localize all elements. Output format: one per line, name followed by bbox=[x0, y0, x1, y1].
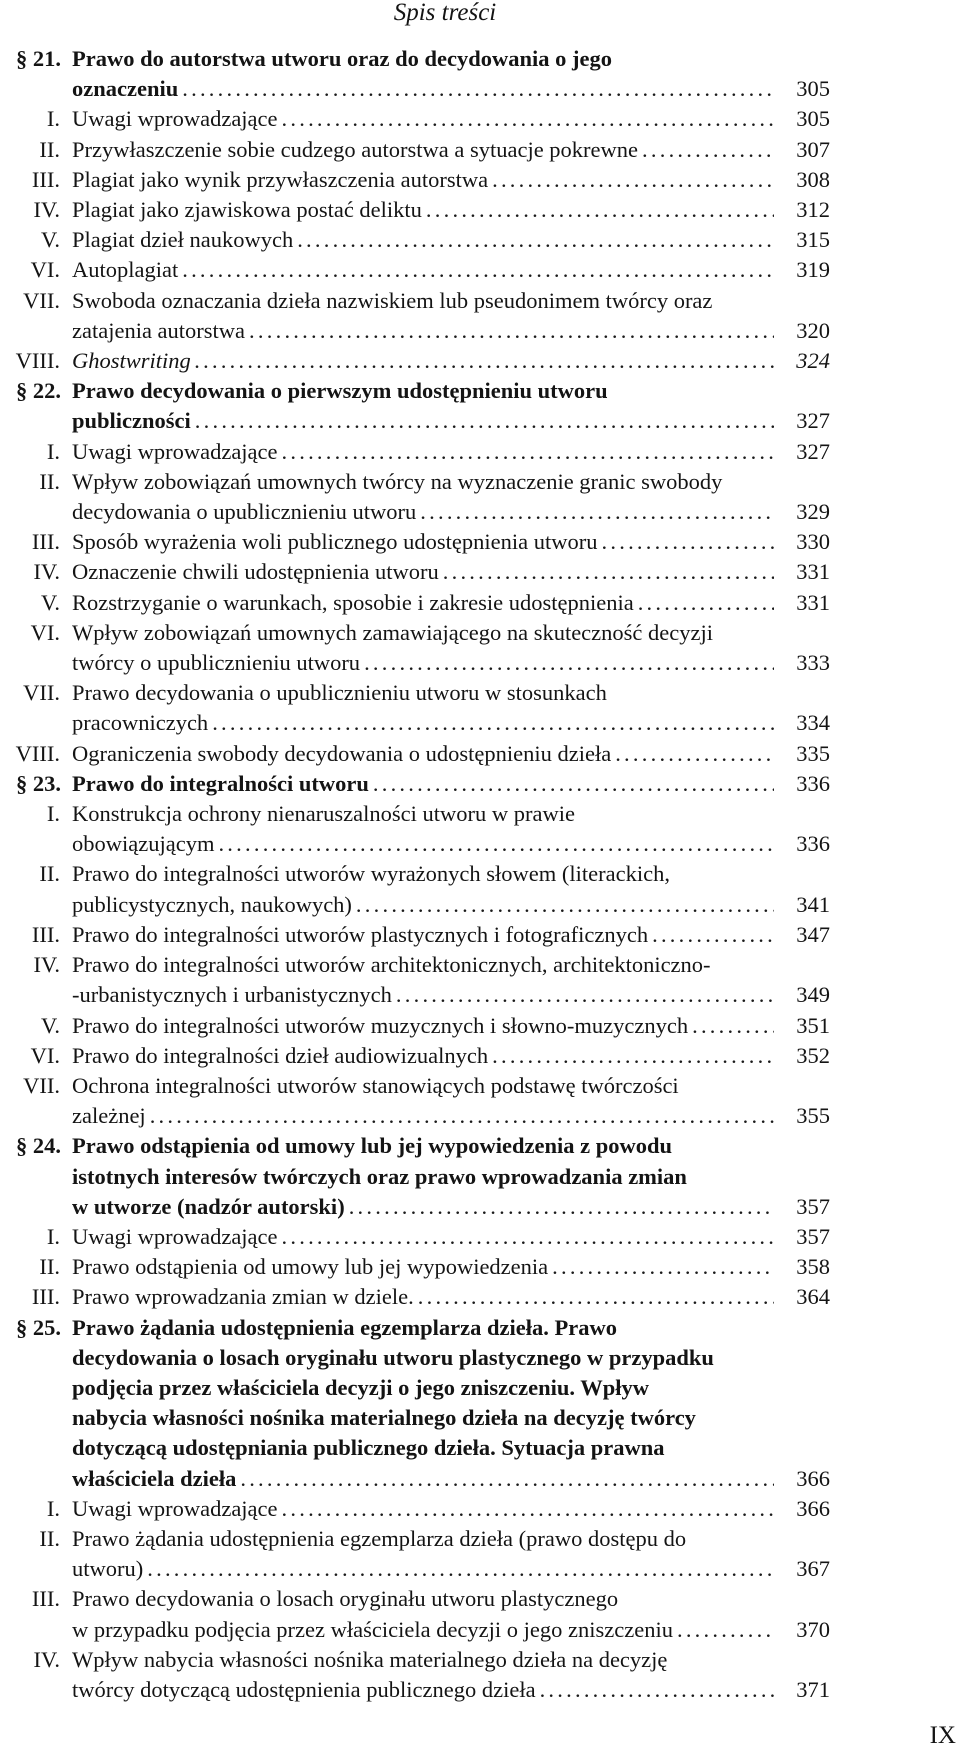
toc-subsection-entry[interactable] bbox=[0, 165, 900, 195]
dot-leader bbox=[282, 104, 774, 134]
entry-title bbox=[72, 44, 830, 104]
dot-leader bbox=[218, 829, 774, 859]
entry-number: VI. bbox=[30, 257, 60, 283]
dot-leader bbox=[638, 588, 774, 618]
dot-leader bbox=[396, 980, 774, 1010]
dot-leader bbox=[356, 890, 774, 920]
toc-subsection-entry[interactable] bbox=[0, 1252, 900, 1282]
dot-leader bbox=[692, 1011, 774, 1041]
toc-subsection-entry[interactable] bbox=[0, 255, 900, 285]
entry-page-number: 315 bbox=[796, 227, 830, 253]
entry-title bbox=[72, 527, 830, 557]
entry-number: § 21. bbox=[16, 46, 61, 71]
entry-title-line: Prawo do integralności utworów wyrażonych słowem (literackich, bbox=[72, 861, 670, 887]
entry-page-number: 336 bbox=[796, 831, 830, 857]
toc-subsection-entry[interactable] bbox=[0, 1645, 900, 1705]
toc-subsection-entry[interactable] bbox=[0, 135, 900, 165]
entry-page-number: 351 bbox=[796, 1012, 830, 1038]
entry-title-line: publicystycznych, naukowych) bbox=[72, 891, 352, 917]
entry-page-number: 364 bbox=[796, 1284, 830, 1310]
entry-number: I. bbox=[46, 106, 60, 132]
entry-number: II. bbox=[39, 1254, 60, 1280]
entry-title bbox=[72, 165, 830, 195]
entry-title bbox=[72, 1282, 830, 1312]
entry-title bbox=[72, 1131, 830, 1222]
entry-number: VI. bbox=[30, 1042, 60, 1068]
entry-number: I. bbox=[46, 801, 60, 827]
dot-leader bbox=[150, 1101, 774, 1131]
entry-title-line: publiczności bbox=[72, 408, 191, 434]
toc-subsection-entry[interactable] bbox=[0, 104, 900, 134]
entry-title bbox=[72, 769, 830, 799]
toc-subsection-entry[interactable] bbox=[0, 1584, 900, 1644]
entry-title bbox=[72, 557, 830, 587]
entry-title-line: Prawo do integralności utworów architektonicznych, architektoniczno- bbox=[72, 952, 711, 978]
entry-title-line: Oznaczenie chwili udostępnienia utworu bbox=[72, 559, 439, 585]
toc-subsection-entry[interactable] bbox=[0, 1494, 900, 1524]
entry-title bbox=[72, 135, 830, 165]
toc-subsection-entry[interactable] bbox=[0, 557, 900, 587]
entry-page-number: 355 bbox=[796, 1103, 830, 1129]
entry-title bbox=[72, 1494, 830, 1524]
entry-title-line: nabycia własności nośnika materialnego dzieła na decyzję twórcy bbox=[72, 1405, 696, 1431]
entry-title-line: decydowania o losach oryginału utworu plastycznego w przypadku bbox=[72, 1344, 714, 1370]
entry-title-line: Rozstrzyganie o warunkach, sposobie i zakresie udostępnienia bbox=[72, 589, 634, 615]
entry-title-line: Uwagi wprowadzające bbox=[72, 438, 278, 464]
dot-leader bbox=[492, 1041, 774, 1071]
entry-title-line: Prawo odstąpienia od umowy lub jej wypowiedzenia z powodu bbox=[72, 1133, 673, 1159]
toc-subsection-entry[interactable] bbox=[0, 1011, 900, 1041]
entry-number: II. bbox=[39, 136, 60, 162]
entry-title-line: w utworze (nadzór autorski) bbox=[72, 1193, 345, 1219]
entry-title-line: Ghostwriting bbox=[72, 348, 191, 374]
entry-title bbox=[72, 195, 830, 225]
entry-title bbox=[72, 618, 830, 678]
entry-title-line: Uwagi wprowadzające bbox=[72, 1223, 278, 1249]
entry-number: VI. bbox=[30, 619, 60, 645]
page-number: IX bbox=[929, 1722, 956, 1749]
entry-title-line: Wpływ zobowiązań umownych zamawiającego na skuteczność decyzji bbox=[72, 619, 713, 645]
entry-title-line: Wpływ zobowiązań umownych twórcy na wyznaczenie granic swobody bbox=[72, 468, 723, 494]
dot-leader bbox=[642, 135, 774, 165]
entry-title-line: dotyczącą udostępniania publicznego dzieła. Sytuacja prawna bbox=[72, 1435, 665, 1461]
entry-title bbox=[72, 1041, 830, 1071]
entry-title-line: Prawo decydowania o upublicznieniu utworu w stosunkach bbox=[72, 680, 607, 706]
entry-title-line: Uwagi wprowadzające bbox=[72, 1495, 278, 1521]
toc-subsection-entry[interactable] bbox=[0, 739, 900, 769]
entry-title-line: Swoboda oznaczania dzieła nazwiskiem lub pseudonimem twórcy oraz bbox=[72, 287, 713, 313]
dot-leader bbox=[212, 708, 774, 738]
toc-subsection-entry[interactable] bbox=[0, 195, 900, 225]
entry-title bbox=[72, 739, 830, 769]
entry-page-number: 331 bbox=[796, 559, 830, 585]
entry-number: § 22. bbox=[16, 378, 61, 404]
dot-leader bbox=[364, 648, 774, 678]
toc-subsection-entry[interactable] bbox=[0, 1071, 900, 1131]
toc-subsection-entry[interactable] bbox=[0, 1282, 900, 1312]
entry-title bbox=[72, 678, 830, 738]
entry-number: I. bbox=[46, 438, 60, 464]
entry-page-number: 367 bbox=[796, 1556, 830, 1582]
entry-page-number: 357 bbox=[796, 1193, 830, 1219]
entry-page-number: 349 bbox=[796, 982, 830, 1008]
entry-page-number: 330 bbox=[796, 529, 830, 555]
toc-subsection-entry[interactable] bbox=[0, 678, 900, 738]
entry-number: I. bbox=[46, 1223, 60, 1249]
entry-number: III. bbox=[31, 529, 60, 555]
entry-number: III. bbox=[31, 1284, 60, 1310]
entry-page-number: 307 bbox=[796, 136, 830, 162]
entry-title-line: Prawo żądania udostępnienia egzemplarza dzieła. Prawo bbox=[72, 1314, 617, 1340]
entry-title-line: decydowania o upublicznieniu utworu bbox=[72, 499, 417, 525]
entry-title bbox=[72, 1524, 830, 1584]
entry-title-line: pracowniczych bbox=[72, 710, 209, 736]
entry-title-line: Sposób wyrażenia woli publicznego udostępnienia utworu bbox=[72, 529, 598, 555]
entry-page-number: 366 bbox=[796, 1465, 830, 1491]
entry-number: IV. bbox=[33, 952, 60, 978]
entry-number: II. bbox=[39, 861, 60, 887]
entry-number: V. bbox=[41, 1012, 60, 1038]
dot-leader bbox=[282, 1222, 774, 1252]
entry-title bbox=[72, 437, 830, 467]
entry-title bbox=[72, 104, 830, 134]
entry-page-number: 335 bbox=[796, 740, 830, 766]
toc-section-entry[interactable] bbox=[0, 769, 900, 799]
entry-page-number: 347 bbox=[796, 921, 830, 947]
entry-number: III. bbox=[31, 921, 60, 947]
entry-page-number: 305 bbox=[796, 76, 830, 102]
dot-leader bbox=[492, 165, 774, 195]
entry-number: IV. bbox=[33, 559, 60, 585]
toc-subsection-entry[interactable] bbox=[0, 437, 900, 467]
table-of-contents bbox=[0, 44, 900, 1705]
toc-subsection-entry[interactable] bbox=[0, 618, 900, 678]
toc-subsection-entry[interactable] bbox=[0, 225, 900, 255]
toc-subsection-entry[interactable] bbox=[0, 859, 900, 919]
toc-subsection-entry[interactable] bbox=[0, 950, 900, 1010]
entry-title-line: Uwagi wprowadzające bbox=[72, 106, 278, 132]
entry-number: II. bbox=[39, 468, 60, 494]
entry-title-line: zależnej bbox=[72, 1103, 146, 1129]
entry-title-line: Plagiat jako wynik przywłaszczenia autorstwa bbox=[72, 166, 489, 192]
dot-leader bbox=[552, 1252, 774, 1282]
entry-page-number: 331 bbox=[796, 589, 830, 615]
entry-number: § 24. bbox=[16, 1133, 61, 1159]
dot-leader bbox=[240, 1464, 774, 1494]
entry-number: § 25. bbox=[16, 1314, 61, 1340]
dot-leader bbox=[426, 195, 774, 225]
entry-title bbox=[72, 1645, 830, 1705]
entry-number: § 23. bbox=[16, 770, 61, 796]
entry-title-line: Przywłaszczenie sobie cudzego autorstwa a sytuacje pokrewne bbox=[72, 136, 639, 162]
entry-page-number: 366 bbox=[796, 1495, 830, 1521]
toc-subsection-entry[interactable] bbox=[0, 588, 900, 618]
entry-title bbox=[72, 1313, 830, 1494]
entry-number: I. bbox=[46, 1495, 60, 1521]
entry-title-line: oznaczeniu bbox=[72, 76, 179, 102]
entry-page-number: 336 bbox=[796, 770, 830, 796]
entry-title bbox=[72, 588, 830, 618]
entry-title bbox=[72, 859, 830, 919]
entry-page-number: 324 bbox=[796, 348, 830, 374]
entry-title bbox=[72, 1011, 830, 1041]
dot-leader bbox=[443, 557, 774, 587]
entry-title bbox=[72, 1584, 830, 1644]
entry-title-line: Prawo do integralności utworów plastycznych i fotograficznych bbox=[72, 921, 649, 947]
entry-number: IV. bbox=[33, 197, 60, 223]
entry-title bbox=[72, 376, 830, 436]
dot-leader bbox=[418, 1282, 774, 1312]
entry-title-line: Plagiat jako zjawiskowa postać deliktu bbox=[72, 197, 422, 223]
entry-title-line: twórcy dotyczącą udostępnienia publicznego dzieła bbox=[72, 1676, 536, 1702]
dot-leader bbox=[540, 1675, 774, 1705]
entry-number: IV. bbox=[33, 1646, 60, 1672]
entry-page-number: 333 bbox=[796, 650, 830, 676]
entry-title-line: twórcy o upublicznieniu utworu bbox=[72, 650, 361, 676]
entry-page-number: 308 bbox=[796, 166, 830, 192]
entry-page-number: 305 bbox=[796, 106, 830, 132]
entry-title-line: -urbanistycznych i urbanistycznych bbox=[72, 982, 392, 1008]
dot-leader bbox=[147, 1554, 774, 1584]
entry-title-line: istotnych interesów twórczych oraz prawo wprowadzania zmian bbox=[72, 1163, 687, 1189]
entry-title bbox=[72, 920, 830, 950]
entry-title bbox=[72, 225, 830, 255]
entry-title-line: Prawo do autorstwa utworu oraz do decydowania o jego bbox=[72, 46, 612, 71]
dot-leader bbox=[182, 74, 774, 104]
entry-page-number: 341 bbox=[796, 891, 830, 917]
toc-subsection-entry[interactable] bbox=[0, 286, 900, 346]
entry-title-line: podjęcia przez właściciela decyzji o jego zniszczeniu. Wpływ bbox=[72, 1374, 649, 1400]
entry-page-number: 352 bbox=[796, 1042, 830, 1068]
dot-leader bbox=[602, 527, 774, 557]
entry-number: III. bbox=[31, 1586, 60, 1612]
entry-number: VII. bbox=[23, 680, 60, 706]
toc-section-entry[interactable] bbox=[0, 44, 900, 104]
entry-page-number: 327 bbox=[796, 408, 830, 434]
entry-title bbox=[72, 1071, 830, 1131]
entry-title-line: Plagiat dzieł naukowych bbox=[72, 227, 294, 253]
entry-title-line: właściciela dzieła bbox=[72, 1465, 237, 1491]
entry-page-number: 358 bbox=[796, 1254, 830, 1280]
entry-number: VII. bbox=[23, 1072, 60, 1098]
dot-leader bbox=[373, 769, 774, 799]
entry-title-line: Prawo do integralności utworów muzycznych i słowno-muzycznych bbox=[72, 1012, 689, 1038]
entry-title bbox=[72, 1252, 830, 1282]
dot-leader bbox=[615, 739, 774, 769]
entry-page-number: 319 bbox=[796, 257, 830, 283]
entry-page-number: 327 bbox=[796, 438, 830, 464]
toc-subsection-entry[interactable] bbox=[0, 1524, 900, 1584]
toc-subsection-entry[interactable] bbox=[0, 799, 900, 859]
dot-leader bbox=[297, 225, 774, 255]
toc-subsection-entry[interactable] bbox=[0, 467, 900, 527]
entry-page-number: 334 bbox=[796, 710, 830, 736]
toc-section-entry[interactable] bbox=[0, 376, 900, 436]
entry-title bbox=[72, 950, 830, 1010]
entry-title-line: Prawo wprowadzania zmian w dziele. bbox=[72, 1284, 414, 1310]
dot-leader bbox=[182, 255, 774, 285]
entry-title-line: Prawo odstąpienia od umowy lub jej wypowiedzenia bbox=[72, 1254, 549, 1280]
entry-title bbox=[72, 255, 830, 285]
dot-leader bbox=[420, 497, 774, 527]
entry-title-line: Konstrukcja ochrony nienaruszalności utworu w prawie bbox=[72, 801, 575, 827]
toc-subsection-entry[interactable] bbox=[0, 527, 900, 557]
dot-leader bbox=[195, 406, 774, 436]
entry-title bbox=[72, 799, 830, 859]
dot-leader bbox=[249, 316, 774, 346]
entry-page-number: 370 bbox=[796, 1616, 830, 1642]
entry-title-line: Prawo żądania udostępnienia egzemplarza dzieła (prawo dostępu do bbox=[72, 1525, 687, 1551]
entry-number: V. bbox=[41, 589, 60, 615]
toc-subsection-entry[interactable] bbox=[0, 346, 900, 376]
entry-title-line: Prawo decydowania o pierwszym udostępnieniu utworu bbox=[72, 378, 608, 404]
entry-title-line: utworu) bbox=[72, 1556, 144, 1582]
dot-leader bbox=[677, 1615, 774, 1645]
entry-title bbox=[72, 1222, 830, 1252]
entry-title bbox=[72, 467, 830, 527]
entry-title-line: Wpływ nabycia własności nośnika materialnego dzieła na decyzję bbox=[72, 1646, 668, 1672]
entry-title-line: Ochrona integralności utworów stanowiących podstawę twórczości bbox=[72, 1072, 679, 1098]
dot-leader bbox=[282, 1494, 774, 1524]
entry-page-number: 357 bbox=[796, 1223, 830, 1249]
dot-leader bbox=[349, 1192, 774, 1222]
entry-number: VII. bbox=[23, 287, 60, 313]
entry-title-line: Prawo decydowania o losach oryginału utworu plastycznego bbox=[72, 1586, 619, 1612]
toc-subsection-entry[interactable] bbox=[0, 1041, 900, 1071]
entry-title-line: Autoplagiat bbox=[72, 257, 179, 283]
entry-title-line: Ograniczenia swobody decydowania o udostępnieniu dzieła bbox=[72, 740, 612, 766]
entry-number: III. bbox=[31, 166, 60, 192]
dot-leader bbox=[195, 346, 774, 376]
entry-number: VIII. bbox=[15, 348, 60, 374]
entry-title bbox=[72, 286, 830, 346]
entry-title-line: obowiązującym bbox=[72, 831, 215, 857]
toc-section-entry[interactable] bbox=[0, 1313, 900, 1494]
entry-page-number: 320 bbox=[796, 317, 830, 343]
entry-title-line: w przypadku podjęcia przez właściciela decyzji o jego zniszczeniu bbox=[72, 1616, 673, 1642]
toc-subsection-entry[interactable] bbox=[0, 920, 900, 950]
entry-page-number: 312 bbox=[796, 197, 830, 223]
running-header: Spis treści bbox=[393, 0, 497, 26]
toc-section-entry[interactable] bbox=[0, 1131, 900, 1222]
dot-leader bbox=[652, 920, 774, 950]
entry-title bbox=[72, 346, 830, 376]
entry-number: V. bbox=[41, 227, 60, 253]
entry-number: VIII. bbox=[15, 740, 60, 766]
entry-title-line: zatajenia autorstwa bbox=[72, 317, 246, 343]
dot-leader bbox=[282, 437, 774, 467]
entry-number: II. bbox=[39, 1525, 60, 1551]
toc-subsection-entry[interactable] bbox=[0, 1222, 900, 1252]
entry-title-line: Prawo do integralności dzieł audiowizualnych bbox=[72, 1042, 489, 1068]
entry-title-line: Prawo do integralności utworu bbox=[72, 770, 369, 796]
entry-page-number: 329 bbox=[796, 499, 830, 525]
entry-page-number: 371 bbox=[796, 1676, 830, 1702]
